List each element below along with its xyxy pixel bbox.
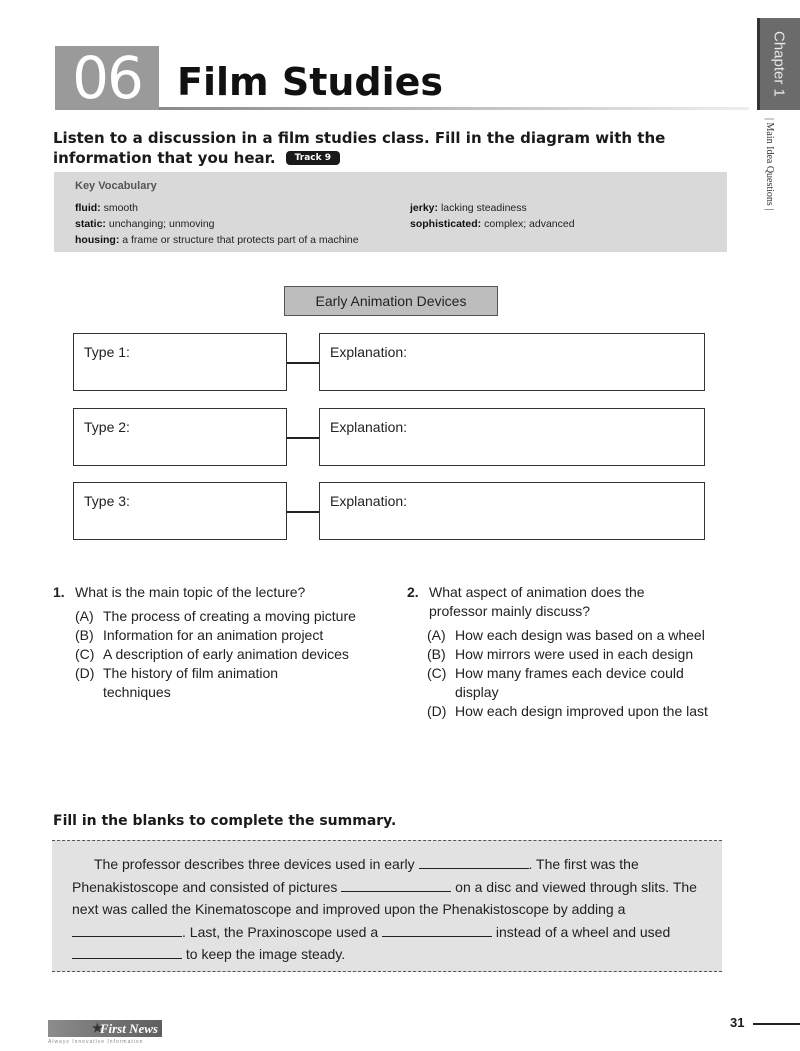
explanation-1-box[interactable] bbox=[319, 333, 705, 391]
option-text: How each design was based on a wheel bbox=[455, 627, 705, 643]
connector-line bbox=[287, 511, 319, 513]
answer-option-a[interactable] bbox=[427, 626, 717, 645]
summary-paragraph bbox=[72, 853, 712, 966]
type-2-box[interactable] bbox=[73, 408, 287, 466]
question-text: What aspect of animation does the professor mainly discuss? bbox=[429, 584, 645, 619]
explanation-3-box[interactable] bbox=[319, 482, 705, 540]
type-label: Type 2: bbox=[84, 419, 130, 435]
answer-option-a[interactable] bbox=[75, 607, 373, 626]
track-badge: Track 9 bbox=[286, 151, 340, 165]
option-letter: (D) bbox=[75, 665, 95, 681]
chapter-number: 06 bbox=[55, 46, 159, 110]
star-icon: ★ bbox=[92, 1021, 103, 1035]
vocab-term: jerky: bbox=[410, 202, 439, 214]
blank-2[interactable] bbox=[341, 879, 451, 892]
option-letter: (B) bbox=[427, 646, 446, 662]
blank-4[interactable] bbox=[382, 924, 492, 937]
page-number: 31 bbox=[730, 1015, 745, 1030]
answer-option-c[interactable] bbox=[427, 664, 717, 702]
option-letter: (C) bbox=[427, 665, 447, 681]
question-number: 1. bbox=[53, 584, 65, 600]
explanation-label: Explanation: bbox=[330, 493, 408, 509]
option-text: A description of early animation devices bbox=[103, 646, 349, 662]
listening-instructions bbox=[53, 128, 733, 168]
vocab-definition: smooth bbox=[103, 202, 139, 214]
option-letter: (C) bbox=[75, 646, 95, 662]
diagram-title: Early Animation Devices bbox=[284, 286, 498, 316]
type-1-box[interactable] bbox=[73, 333, 287, 391]
page-number-rule bbox=[753, 1023, 800, 1025]
vocab-term: sophisticated: bbox=[410, 218, 482, 230]
vocab-definition: complex; advanced bbox=[484, 218, 575, 230]
explanation-label: Explanation: bbox=[330, 419, 408, 435]
answer-option-c[interactable] bbox=[75, 645, 373, 664]
summary-segment: The professor describes three devices used in early bbox=[94, 856, 415, 872]
answer-option-b[interactable] bbox=[427, 645, 719, 664]
option-text: Information for an animation project bbox=[103, 627, 324, 643]
question-text: What is the main topic of the lecture? bbox=[75, 584, 306, 600]
option-text: How many frames each device could display bbox=[455, 665, 684, 700]
summary-heading: Fill in the blanks to complete the summary. bbox=[53, 813, 397, 829]
publisher-logo bbox=[48, 1020, 162, 1037]
vocab-title: Key Vocabulary bbox=[75, 180, 157, 192]
type-3-box[interactable] bbox=[73, 482, 287, 540]
vocab-definition: lacking steadiness bbox=[440, 202, 527, 214]
blank-3[interactable] bbox=[72, 924, 182, 937]
blank-5[interactable] bbox=[72, 946, 182, 959]
question-stem bbox=[53, 583, 373, 602]
publisher-name: First News bbox=[99, 1021, 158, 1036]
vocab-item bbox=[75, 200, 138, 216]
option-text: The history of film animation techniques bbox=[103, 665, 279, 700]
instructions-text: Listen to a discussion in a film studies class. Fill in the diagram with the information that you hear. bbox=[53, 129, 666, 167]
vocab-item bbox=[75, 232, 359, 248]
question-1 bbox=[53, 583, 373, 702]
question-2 bbox=[407, 583, 719, 721]
publisher-tagline: Always Innovative Information bbox=[48, 1039, 144, 1045]
answer-option-b[interactable] bbox=[75, 626, 373, 645]
section-caption: | Main Idea Questions | bbox=[764, 118, 775, 211]
page-title: Film Studies bbox=[177, 60, 444, 104]
summary-segment: on a disc and viewed through slits. The next was called the Kinematoscope and improved upon the Phenakistoscope by adding a bbox=[72, 878, 697, 917]
vocab-item bbox=[410, 216, 575, 232]
connector-line bbox=[287, 362, 319, 364]
option-letter: (D) bbox=[427, 703, 447, 719]
explanation-2-box[interactable] bbox=[319, 408, 705, 466]
answer-option-d[interactable] bbox=[75, 664, 303, 702]
vocab-term: housing: bbox=[75, 234, 120, 246]
vocab-term: static: bbox=[75, 218, 106, 230]
summary-segment: to keep the image steady. bbox=[185, 946, 346, 962]
summary-segment: . Last, the Praxinoscope used a bbox=[182, 923, 379, 940]
option-text: The process of creating a moving picture bbox=[103, 608, 356, 624]
vocab-item bbox=[410, 200, 527, 216]
chapter-tab-label: Chapter 1 bbox=[770, 31, 788, 97]
type-label: Type 3: bbox=[84, 493, 130, 509]
vocab-definition: unchanging; unmoving bbox=[108, 218, 215, 230]
blank-1[interactable] bbox=[419, 856, 529, 869]
vocab-definition: a frame or structure that protects part of a machine bbox=[122, 234, 359, 246]
connector-line bbox=[287, 437, 319, 439]
vocab-term: fluid: bbox=[75, 202, 101, 214]
type-label: Type 1: bbox=[84, 344, 130, 360]
question-number: 2. bbox=[407, 584, 419, 600]
option-text: How each design improved upon the last bbox=[455, 703, 708, 719]
explanation-label: Explanation: bbox=[330, 344, 408, 360]
option-letter: (B) bbox=[75, 627, 94, 643]
vocab-item bbox=[75, 216, 215, 232]
summary-segment: instead of a wheel and used bbox=[495, 923, 671, 940]
summary-segment: . The first was the Phenakistoscope and consisted of pictures bbox=[72, 856, 639, 895]
option-letter: (A) bbox=[75, 608, 94, 624]
title-underline bbox=[159, 107, 749, 110]
option-text: How mirrors were used in each design bbox=[455, 646, 694, 662]
option-letter: (A) bbox=[427, 627, 446, 643]
question-stem bbox=[407, 583, 689, 621]
answer-option-d[interactable] bbox=[427, 702, 717, 721]
